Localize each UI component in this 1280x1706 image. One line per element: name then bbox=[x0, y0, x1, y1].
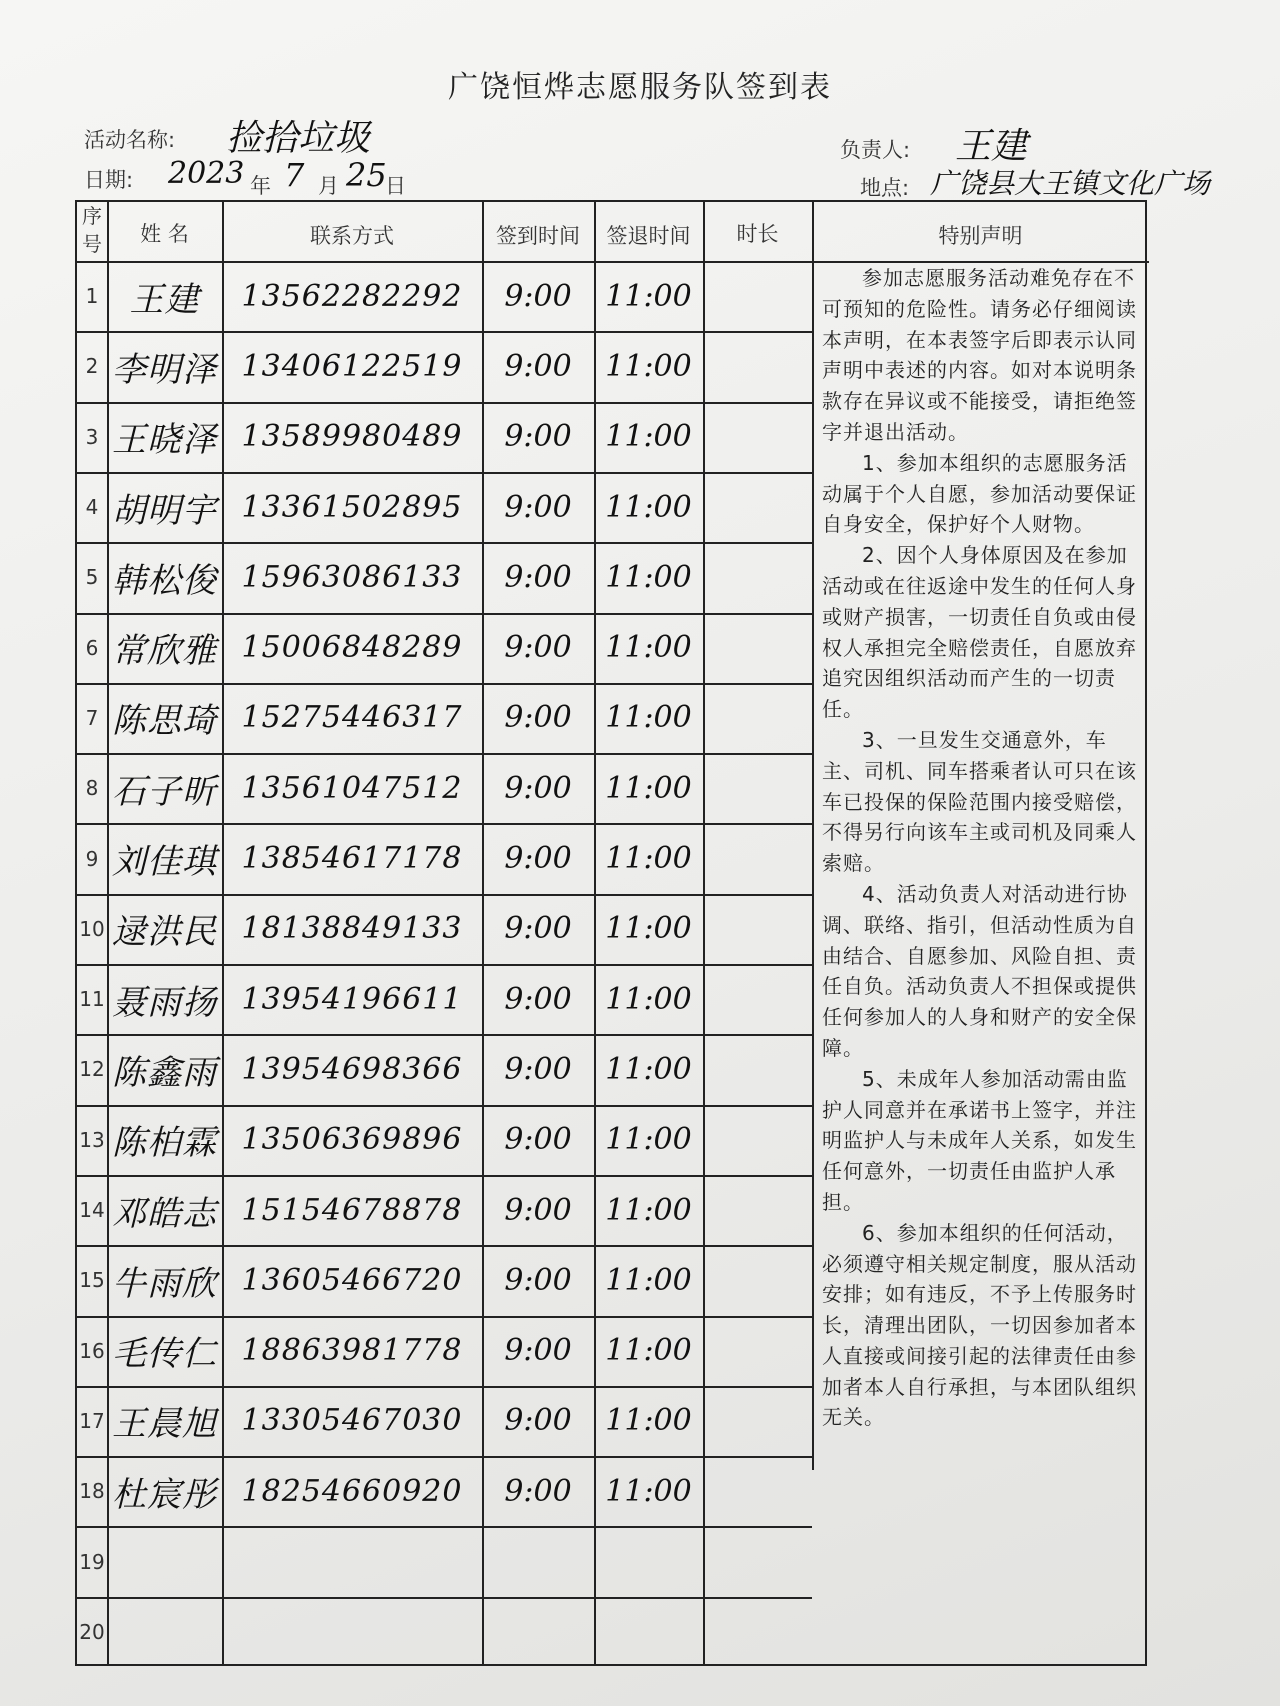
row-signout-time: 11:00 bbox=[605, 1051, 692, 1087]
row-signout-time: 11:00 bbox=[605, 770, 692, 806]
row-number: 3 bbox=[85, 424, 99, 449]
row-name: 李明泽 bbox=[112, 349, 217, 390]
page-title: 广饶恒烨志愿服务队签到表 bbox=[448, 70, 832, 105]
date-label: 日期: bbox=[84, 168, 134, 192]
row-number: 17 bbox=[79, 1408, 105, 1433]
row-signin-time: 9:00 bbox=[504, 489, 572, 525]
row-number: 19 bbox=[79, 1549, 105, 1574]
date-month-char: 月 bbox=[318, 174, 339, 198]
row-name: 常欣雅 bbox=[112, 631, 217, 672]
row-signin-time: 9:00 bbox=[504, 1403, 572, 1439]
row-phone: 13954196611 bbox=[241, 981, 463, 1017]
statement-item-5: 5、未成年人参加活动需由监护人同意并在承诺书上签字，并注明监护人与未成年人关系，如发生任何意外，一切责任由监护人承担。 bbox=[822, 1066, 1137, 1214]
row-signout-time: 11:00 bbox=[605, 630, 692, 666]
row-signin-time: 9:00 bbox=[504, 1333, 572, 1369]
row-signin-time: 9:00 bbox=[504, 630, 572, 666]
row-signout-time: 11:00 bbox=[605, 911, 692, 947]
row-signout-time: 11:00 bbox=[605, 1473, 692, 1509]
row-signout-time: 11:00 bbox=[605, 489, 692, 525]
row-phone: 13305467030 bbox=[241, 1403, 463, 1439]
statement-item-2: 2、因个人身体原因及在参加活动或在往返途中发生的任何人身或财产损害，一切责任自负或由侵权人承担完全赔偿责任，自愿放弃追究因组织活动而产生的一切责任。 bbox=[822, 543, 1137, 722]
row-phone: 13589980489 bbox=[241, 419, 463, 455]
row-name: 陈鑫雨 bbox=[112, 1052, 217, 1093]
header-duration: 时长 bbox=[736, 222, 779, 246]
row-signout-time: 11:00 bbox=[605, 559, 692, 595]
row-name: 刘佳琪 bbox=[112, 842, 217, 883]
row-number: 12 bbox=[79, 1057, 105, 1082]
row-signout-time: 11:00 bbox=[605, 1333, 692, 1369]
row-phone: 18863981778 bbox=[241, 1333, 463, 1369]
header-name: 姓 名 bbox=[140, 222, 189, 246]
header-contact: 联系方式 bbox=[310, 224, 394, 248]
row-phone: 13506369896 bbox=[241, 1122, 463, 1158]
row-name: 毛传仁 bbox=[112, 1334, 217, 1375]
row-name: 石子昕 bbox=[112, 771, 217, 812]
signin-table bbox=[75, 200, 1147, 1666]
header-seq: 序号 bbox=[82, 204, 102, 256]
row-number: 16 bbox=[79, 1338, 105, 1363]
date-month: 7 bbox=[284, 156, 305, 194]
row-signout-time: 11:00 bbox=[605, 419, 692, 455]
header-statement: 特别声明 bbox=[938, 224, 1023, 248]
row-name: 牛雨欣 bbox=[112, 1263, 217, 1304]
row-phone: 15006848289 bbox=[241, 630, 463, 666]
statement-item-4: 4、活动负责人对活动进行协调、联络、指引，但活动性质为自由结合、自愿参加、风险自担、责任自负。活动负责人不担保或提供任何参加人的人身和财产的安全保障。 bbox=[822, 881, 1137, 1060]
row-number: 2 bbox=[85, 354, 99, 379]
row-name: 陈思琦 bbox=[112, 701, 217, 742]
row-phone: 13361502895 bbox=[241, 489, 463, 525]
row-phone: 15963086133 bbox=[241, 559, 463, 595]
row-phone: 18254660920 bbox=[241, 1473, 463, 1509]
row-number: 10 bbox=[79, 916, 105, 941]
row-name: 邓皓志 bbox=[112, 1193, 217, 1234]
row-number: 4 bbox=[85, 495, 99, 520]
row-signin-time: 9:00 bbox=[504, 348, 572, 384]
row-signout-time: 11:00 bbox=[605, 700, 692, 736]
row-number: 15 bbox=[79, 1268, 105, 1293]
row-number: 13 bbox=[79, 1127, 105, 1152]
location-label: 地点: bbox=[860, 176, 910, 200]
row-number: 14 bbox=[79, 1198, 105, 1223]
row-signout-time: 11:00 bbox=[605, 1192, 692, 1228]
row-name: 王建 bbox=[129, 279, 200, 320]
row-phone: 13954698366 bbox=[241, 1051, 463, 1087]
row-phone bbox=[222, 1526, 482, 1596]
row-name bbox=[107, 1526, 222, 1596]
row-name: 王晨旭 bbox=[112, 1404, 217, 1445]
statement-intro: 参加志愿服务活动难免存在不可预知的危险性。请务必仔细阅读本声明，在本表签字后即表示认同声明中表述的内容。如对本说明条款存在异议或不能接受，请拒绝签字并退出活动。 bbox=[822, 266, 1137, 444]
row-number: 5 bbox=[85, 565, 99, 590]
statement-item-6: 6、参加本组织的任何活动，必须遵守相关规定制度，服从活动安排；如有违反，不予上传服务时长，清理出团队，一切因参加者本人直接或间接引起的法律责任由参加者本人自行承担，与本团队组织无关。 bbox=[822, 1220, 1137, 1430]
header-signin: 签到时间 bbox=[496, 224, 580, 248]
row-phone: 15275446317 bbox=[241, 700, 463, 736]
leader-label: 负责人: bbox=[840, 138, 911, 162]
row-phone: 13406122519 bbox=[241, 348, 463, 384]
row-signin-time: 9:00 bbox=[504, 1051, 572, 1087]
statement-item-1: 1、参加本组织的志愿服务活动属于个人自愿，参加活动要保证自身安全，保护好个人财物。 bbox=[822, 450, 1137, 537]
row-signin-time: 9:00 bbox=[504, 419, 572, 455]
row-name: 逯洪民 bbox=[112, 912, 217, 953]
row-signin-time: 9:00 bbox=[504, 559, 572, 595]
statement-item-3: 3、一旦发生交通意外，车主、司机、同车搭乘者认可只在该车已投保的保险范围内接受赔偿，不得另行向该车主或司机及同乘人索赔。 bbox=[822, 727, 1137, 876]
row-phone: 13605466720 bbox=[241, 1262, 463, 1298]
row-signin-time: 9:00 bbox=[504, 1122, 572, 1158]
location-value: 广饶县大王镇文化广场 bbox=[930, 167, 1211, 200]
row-number: 9 bbox=[85, 846, 99, 871]
row-number: 8 bbox=[85, 776, 99, 801]
row-phone bbox=[222, 1597, 482, 1667]
row-name: 王晓泽 bbox=[112, 420, 217, 461]
row-signin-time: 9:00 bbox=[504, 1192, 572, 1228]
row-number: 18 bbox=[79, 1479, 105, 1504]
row-signin-time: 9:00 bbox=[504, 278, 572, 314]
row-signin-time: 9:00 bbox=[504, 700, 572, 736]
row-name: 杜宸彤 bbox=[112, 1474, 217, 1515]
date-year-char: 年 bbox=[250, 174, 271, 198]
row-signin-time: 9:00 bbox=[504, 911, 572, 947]
row-signout-time: 11:00 bbox=[605, 841, 692, 877]
row-number: 1 bbox=[85, 284, 99, 309]
row-signout-time: 11:00 bbox=[605, 1122, 692, 1158]
row-number: 6 bbox=[85, 635, 99, 660]
row-signout-time: 11:00 bbox=[605, 348, 692, 384]
row-name: 韩松俊 bbox=[112, 560, 217, 601]
row-phone: 15154678878 bbox=[241, 1192, 463, 1228]
row-signout-time bbox=[594, 1526, 703, 1596]
row-signout-time: 11:00 bbox=[605, 278, 692, 314]
row-signin-time: 9:00 bbox=[504, 1473, 572, 1509]
row-phone: 13854617178 bbox=[241, 841, 463, 877]
row-name bbox=[107, 1597, 222, 1667]
date-day-char: 日 bbox=[385, 174, 406, 198]
date-day: 25 bbox=[346, 156, 387, 194]
row-signin-time: 9:00 bbox=[504, 770, 572, 806]
row-signin-time: 9:00 bbox=[504, 1262, 572, 1298]
row-signout-time bbox=[594, 1597, 703, 1667]
activity-label: 活动名称: bbox=[84, 128, 176, 152]
row-number: 11 bbox=[79, 987, 105, 1012]
row-name: 陈柏霖 bbox=[112, 1123, 217, 1164]
row-name: 聂雨扬 bbox=[112, 982, 217, 1023]
row-phone: 13562282292 bbox=[241, 278, 463, 314]
row-number: 7 bbox=[85, 705, 99, 730]
row-signin-time bbox=[482, 1526, 594, 1596]
special-statement bbox=[822, 263, 1140, 1433]
header-signout: 签退时间 bbox=[606, 224, 691, 248]
row-signin-time bbox=[482, 1597, 594, 1667]
activity-value: 捡拾垃圾 bbox=[226, 118, 371, 159]
row-signin-time: 9:00 bbox=[504, 981, 572, 1017]
row-signout-time: 11:00 bbox=[605, 981, 692, 1017]
row-phone: 13561047512 bbox=[241, 770, 463, 806]
leader-value: 王建 bbox=[955, 126, 1028, 167]
row-number: 20 bbox=[79, 1619, 105, 1644]
row-signout-time: 11:00 bbox=[605, 1262, 692, 1298]
row-phone: 18138849133 bbox=[241, 911, 463, 947]
row-signin-time: 9:00 bbox=[504, 841, 572, 877]
date-year: 2023 bbox=[168, 156, 245, 191]
row-signout-time: 11:00 bbox=[605, 1403, 692, 1439]
row-name: 胡明宇 bbox=[112, 490, 217, 531]
